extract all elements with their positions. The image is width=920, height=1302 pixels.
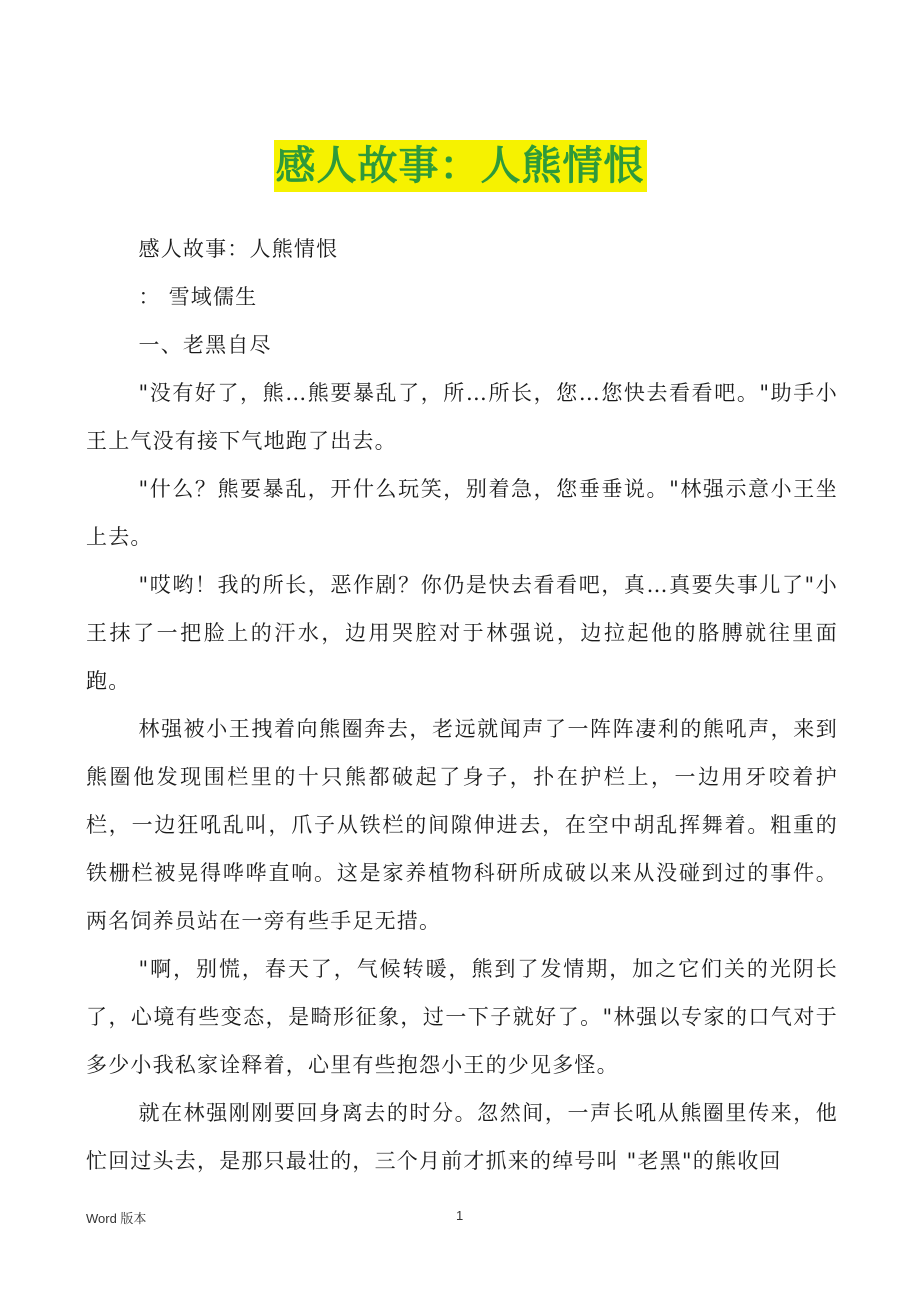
title-container (0, 140, 920, 192)
page-number: 1 (456, 1208, 464, 1223)
paragraph: "什么？熊要暴乱，开什么玩笑，别着急，您垂垂说。"林强示意小王坐上去。 (86, 477, 838, 549)
paragraph: 林强被小王拽着向熊圈奔去，老远就闻声了一阵阵凄利的熊吼声，来到熊圈他发现围栏里的十只熊都破起了身子，扑在护栏上，一边用牙咬着护栏，一边狂吼乱叫，爪子从铁栏的间隙伸进去，在空中胡乱挥舞着。粗重的铁栅栏被晃得哗哗直响。这是家养植物科研所成破以来从没碰到过的事件。两名饲养员站在一旁有些手足无措。 (86, 717, 838, 933)
paragraph: ： 雪域儒生 (138, 285, 258, 309)
paragraph: "哎哟！我的所长，恶作剧？你仍是快去看看吧，真…真要失事儿了"小王抹了一把脸上的汗水，边用哭腔对于林强说，边拉起他的胳膊就往里面跑。 (86, 573, 838, 693)
section-heading: 一、老黑自尽 (138, 333, 272, 357)
document-title: 感人故事：人熊情恨 (274, 140, 647, 192)
paragraph: 就在林强刚刚要回身离去的时分。忽然间，一声长吼从熊圈里传来，他忙回过头去，是那只最壮的，三个月前才抓来的绰号叫 "老黑"的熊收回 (86, 1101, 838, 1173)
footer-label: Word 版本 (86, 1211, 147, 1226)
paragraph: "啊，别慌，春天了，气候转暖，熊到了发情期，加之它们关的光阴长了，心境有些变态，是畸形征象，过一下子就好了。"林强以专家的口气对于多少小我私家诠释着，心里有些抱怨小王的少见多怪。 (86, 957, 838, 1077)
paragraph: 感人故事：人熊情恨 (138, 237, 339, 261)
document-body (86, 225, 838, 1185)
paragraph: "没有好了，熊…熊要暴乱了，所…所长，您…您快去看看吧。"助手小王上气没有接下气地跑了出去。 (86, 381, 838, 453)
